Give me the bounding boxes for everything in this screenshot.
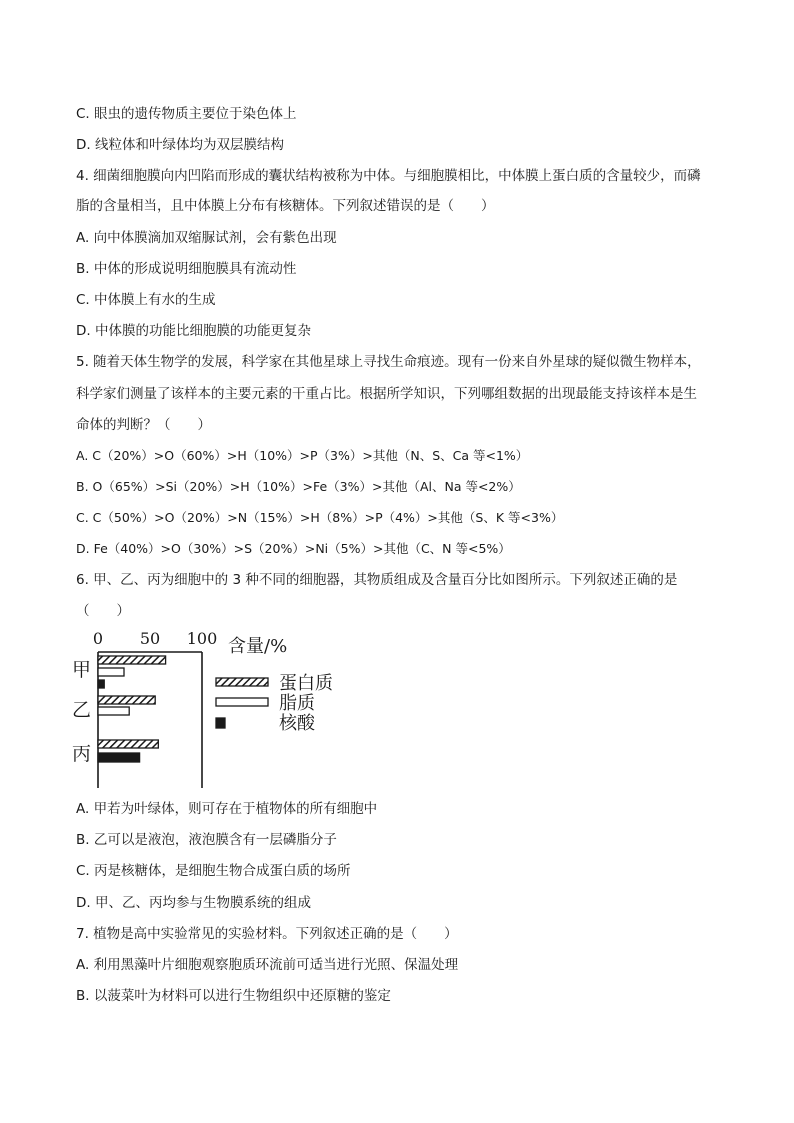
option-6a: A. 甲若为叶绿体，则可存在于植物体的所有细胞中 (76, 801, 378, 817)
category-label: 丙 (72, 743, 92, 765)
option-5b: B. O（65%）>Si（20%）>H（10%）>Fe（3%）>其他（Al、Na 等<2%） (76, 479, 521, 494)
chart-title: 含量/% (228, 636, 288, 657)
legend-label: 核酸 (279, 713, 315, 734)
option-4b: B. 中体的形成说明细胞膜具有流动性 (76, 261, 297, 277)
bar-1-3 (98, 680, 104, 688)
chart-svg (68, 626, 368, 791)
bar-1-2 (98, 668, 124, 676)
bar-2-2 (98, 707, 129, 715)
option-4c: C. 中体膜上有水的生成 (76, 292, 216, 308)
option-5a: A. C（20%）>O（60%）>H（10%）>P（3%）>其他（N、S、Ca 等<1%） (76, 448, 529, 463)
legend-swatch (216, 678, 268, 686)
question-4-line-2: 脂的含量相当，且中体膜上分布有核糖体。下列叙述错误的是（ ） (76, 198, 495, 214)
legend-swatch (216, 698, 268, 706)
legend-label: 蛋白质 (279, 673, 333, 694)
bar-3-1 (98, 740, 158, 748)
tick-label: 0 (92, 629, 104, 648)
option-4a: A. 向中体膜滴加双缩脲试剂，会有紫色出现 (76, 230, 337, 246)
bar-3-3 (98, 753, 140, 762)
option-5c: C. C（50%）>O（20%）>N（15%）>H（8%）>P（4%）>其他（S、K 等<3%） (76, 510, 564, 525)
tick-label: 50 (139, 629, 161, 648)
option-3c: C. 眼虫的遗传物质主要位于染色体上 (76, 106, 297, 122)
legend-label: 脂质 (279, 693, 315, 714)
tick-label: 100 (186, 629, 218, 648)
organelle-composition-chart (68, 626, 368, 791)
option-3d: D. 线粒体和叶绿体均为双层膜结构 (76, 137, 284, 153)
question-7-stem: 7. 植物是高中实验常见的实验材料。下列叙述正确的是（ ） (76, 926, 458, 942)
option-4d: D. 中体膜的功能比细胞膜的功能更复杂 (76, 323, 311, 339)
option-6b: B. 乙可以是液泡，液泡膜含有一层磷脂分子 (76, 832, 337, 848)
question-6-line-2: （ ） (76, 603, 130, 619)
option-7a: A. 利用黑藻叶片细胞观察胞质环流前可适当进行光照、保温处理 (76, 957, 459, 973)
bar-1-1 (98, 656, 166, 664)
bar-2-1 (98, 696, 155, 704)
category-label: 乙 (72, 699, 92, 721)
question-5-line-1: 5. 随着天体生物学的发展，科学家在其他星球上寻找生命痕迹。现有一份来自外星球的疑似微生物样本， (76, 354, 701, 370)
question-5-line-3: 命体的判断？（ ） (76, 417, 211, 433)
option-6c: C. 丙是核糖体，是细胞生物合成蛋白质的场所 (76, 863, 351, 879)
legend-swatch (216, 718, 225, 728)
option-7b: B. 以菠菜叶为材料可以进行生物组织中还原糖的鉴定 (76, 988, 391, 1004)
question-6-line-1: 6. 甲、乙、丙为细胞中的 3 种不同的细胞器，其物质组成及含量百分比如图所示。下列叙述正确的是 (76, 572, 678, 588)
question-4-line-1: 4. 细菌细胞膜向内凹陷而形成的囊状结构被称为中体。与细胞膜相比，中体膜上蛋白质的含量较少，而磷 (76, 168, 701, 184)
option-6d: D. 甲、乙、丙均参与生物膜系统的组成 (76, 895, 311, 911)
question-5-line-2: 科学家们测量了该样本的主要元素的干重占比。根据所学知识，下列哪组数据的出现最能支持该样本是生 (76, 386, 697, 402)
option-5d: D. Fe（40%）>O（30%）>S（20%）>Ni（5%）>其他（C、N 等<5%） (76, 541, 511, 556)
category-label: 甲 (72, 659, 92, 681)
